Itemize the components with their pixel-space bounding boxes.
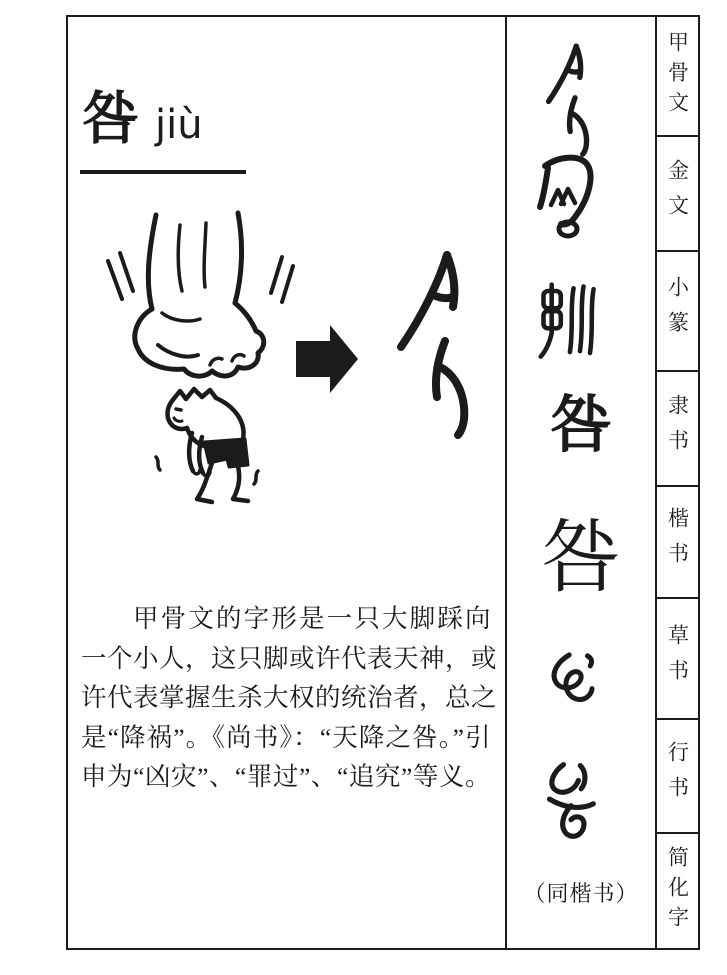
arrow-right-icon	[294, 323, 360, 395]
sidebar-item-regular	[657, 487, 698, 599]
regular-script-glyph: 咎	[541, 515, 621, 603]
big-foot-icon	[135, 213, 264, 376]
cowering-person-icon	[156, 389, 258, 502]
headword: 咎	[82, 88, 139, 151]
script-forms-column	[505, 17, 655, 948]
simplified-same-as-regular-note: （同楷书）	[523, 881, 639, 906]
headword-underline	[80, 170, 246, 174]
sidebar-item-label: 小篆	[665, 276, 690, 346]
etymology-paragraph	[81, 599, 498, 797]
motion-lines-icon	[108, 253, 293, 302]
main-panel	[68, 17, 505, 948]
sidebar-item-clerical	[657, 372, 698, 487]
sidebar-item-bronze	[657, 137, 698, 252]
paragraph-line: 一个小人，这只脚或许代表天神，或	[81, 643, 498, 673]
sidebar-item-cursive	[657, 599, 698, 720]
sidebar-item-simplified	[657, 834, 698, 948]
sidebar-item-oracle-bone	[657, 17, 698, 137]
paragraph-line: 甲骨文的字形是一只大脚踩向	[133, 604, 491, 633]
sidebar-item-label: 行书	[665, 741, 690, 811]
paragraph-line: 许代表掌握生杀大权的统治者，总之	[81, 683, 498, 712]
clerical-script-glyph: 咎	[549, 392, 612, 460]
seal-glyph	[537, 281, 601, 363]
script-labels-sidebar	[655, 17, 698, 948]
page-frame	[66, 15, 700, 950]
sidebar-item-label: 草书	[665, 623, 690, 694]
headword-block	[82, 88, 203, 151]
pinyin: jiù	[155, 102, 203, 148]
illustration-foot-and-person	[92, 209, 307, 509]
sidebar-item-small-seal	[657, 252, 698, 372]
oracle-glyph-large	[384, 245, 486, 441]
paragraph-line: 是“降祸”。《尚书》：“天降之咎。”引	[81, 722, 491, 752]
sidebar-item-label: 楷书	[665, 507, 690, 577]
sidebar-item-running	[657, 720, 698, 834]
paragraph-line: 申为“凶灾”、“罪过”、“追究”等义。	[81, 762, 491, 791]
sidebar-item-label: 金文	[665, 158, 690, 229]
running-script-glyph	[537, 759, 603, 843]
sidebar-item-label: 隶书	[665, 393, 690, 464]
cursive-glyph	[539, 649, 603, 723]
sidebar-item-label: 甲骨文	[665, 31, 690, 121]
oracle-bone-glyph	[539, 40, 599, 158]
sidebar-item-label: 简化字	[665, 846, 690, 936]
bronze-glyph	[535, 153, 605, 248]
